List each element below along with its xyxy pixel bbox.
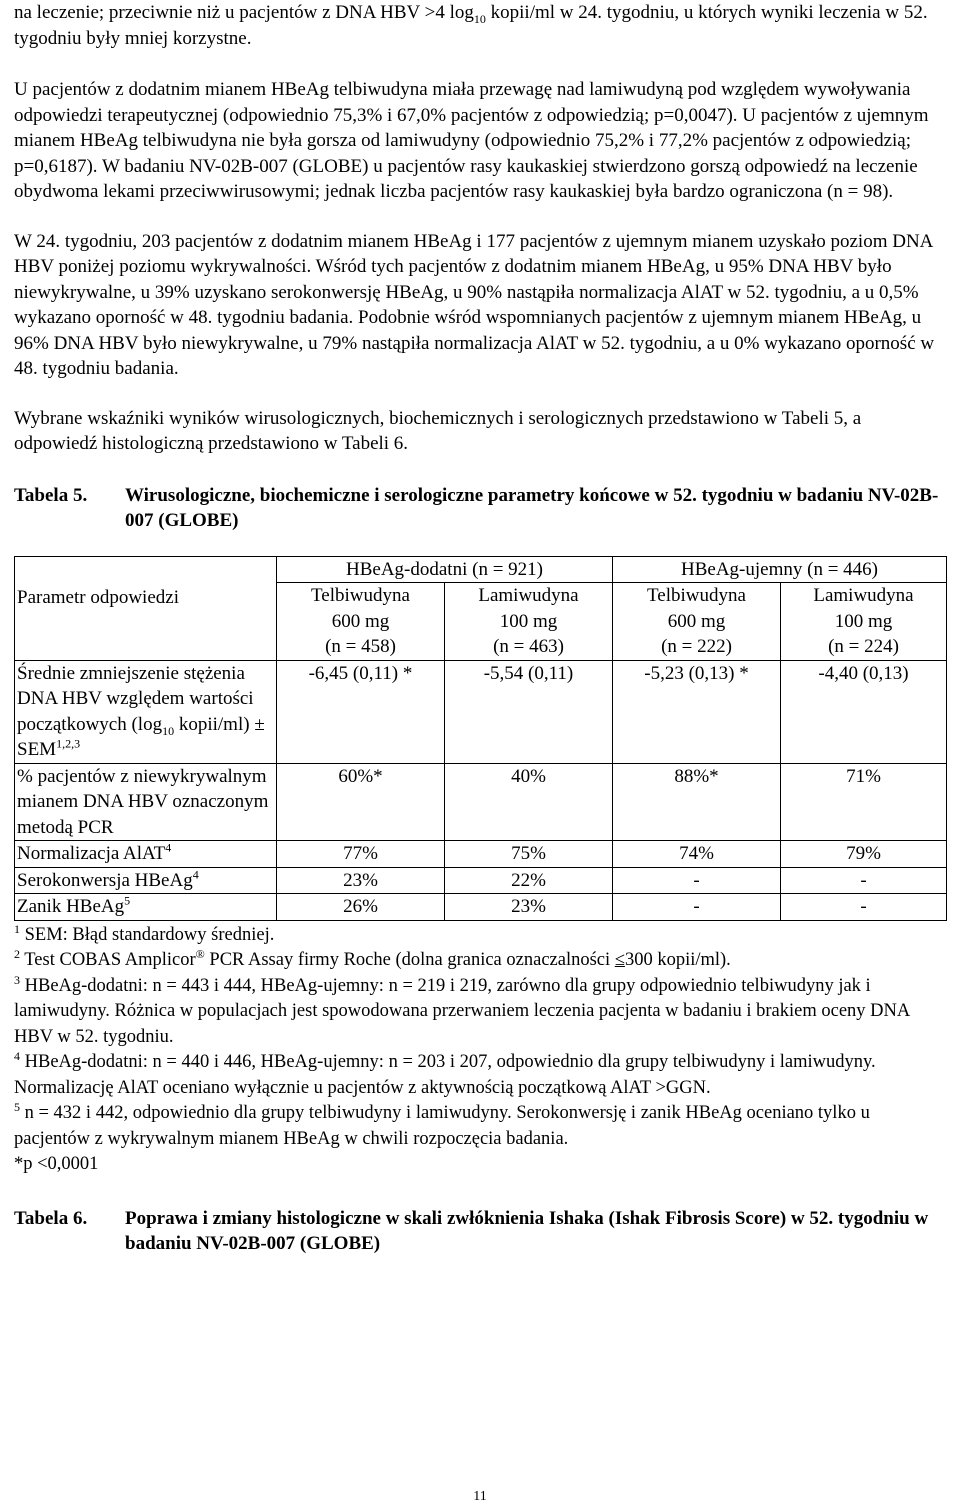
cell-value: -	[781, 867, 947, 894]
cell-value: 79%	[781, 841, 947, 868]
column-header: Lamiwudyna 100 mg (n = 463)	[445, 583, 613, 661]
page-number: 11	[473, 1489, 487, 1504]
cell-value: -	[613, 894, 781, 921]
paragraph-3: W 24. tygodniu, 203 pacjentów z dodatnim mianem HBeAg i 177 pacjentów z ujemnym mianem uzyskało poziom DNA HBV poniżej poziomu wykrywalności. Wśród tych pacjentów z dodatnim mianem HBeAg, u 95% DNA HBV było niewykrywalne, u 39% uzyskano serokonwersję HBeAg, u 90% nastąpiła normalizacja AlAT w 52. tygodniu, a u 0,5% wykazano oporność w 48. tygodniu badania. Podobnie wśród wspomnianych pacjentów z ujemnym mianem HBeAg, u 96% DNA HBV było niewykrywalne, u 79% nastąpiła normalizacja AlAT w 52. tygodniu, a u 0% wykazano oporność w 48. tygodniu badania.	[14, 230, 935, 379]
cell-value: -4,40 (0,13)	[781, 660, 947, 763]
table-5-footnotes	[14, 923, 946, 1178]
table-row	[15, 841, 947, 868]
footnote-1: $^1$ SEM: Błąd standardowy średniej.	[14, 921, 275, 945]
footnote-5: $^5$ n = 432 i 442, odpowiednio dla grupy telbiwudyny i lamiwudyny. Serokonwersję i zanik HBeAg oceniano tylko u pacjentów z wykrywalnym mianem HBeAg w chwili rozpoczęcia badania.	[14, 1099, 870, 1149]
log-subscript: 10	[473, 11, 486, 26]
cell-value: -6,45 (0,11) *	[277, 660, 445, 763]
group-header-negative: HBeAg-ujemny (n = 446)	[613, 556, 947, 583]
footnote-3: $^3$ HBeAg-dodatni: n = 443 i 444, HBeAg-ujemny: n = 219 i 219, zarówno dla grupy odpowiednio telbiwudyny jak i lamiwudyny. Różnica w populacjach jest spowodowana przerwaniem leczenia pacjenta w badaniu i brakiem oceny DNA HBV w 52. tygodniu.	[14, 972, 910, 1047]
row-label-hbeag-loss: Zanik HBeAg$^5$	[15, 894, 277, 921]
cell-value: 71%	[781, 763, 947, 841]
table-row	[15, 763, 947, 841]
footnote-2: $^2$ Test COBAS Amplicor® PCR Assay firmy Roche (dolna granica oznaczalności ≤300 kopii/ml).	[14, 946, 731, 970]
paragraph-4: Wybrane wskaźniki wyników wirusologicznych, biochemicznych i serologicznych przedstawiono w Tabeli 5, a odpowiedź histologiczną przedstawiono w Tabeli 6.	[14, 407, 862, 454]
table-5-title: Wirusologiczne, biochemiczne i serologiczne parametry końcowe w 52. tygodniu w badaniu NV-02B-007 (GLOBE)	[125, 484, 939, 531]
cell-value: 23%	[445, 894, 613, 921]
paragraph-1-text-b: kopii/ml w 24. tygodniu, u których wyniki leczenia w 52. tygodniu były mniej korzystne.	[14, 2, 928, 49]
row-label-seroconversion: Serokonwersja HBeAg$^4$	[15, 867, 277, 894]
column-header: Telbiwudyna 600 mg (n = 458)	[277, 583, 445, 661]
row-label-undetectable: % pacjentów z niewykrywalnym mianem DNA HBV oznaczonym metodą PCR	[15, 763, 277, 841]
table-5	[14, 556, 947, 921]
table-6-label: Tabela 6.	[14, 1207, 88, 1229]
footnote-p-value: *p <0,0001	[14, 1154, 99, 1174]
cell-value: -5,23 (0,13) *	[613, 660, 781, 763]
column-header: Lamiwudyna 100 mg (n = 224)	[781, 583, 947, 661]
table-row	[15, 867, 947, 894]
cell-value: 75%	[445, 841, 613, 868]
row-label-mean-reduction: Średnie zmniejszenie stężenia DNA HBV względem wartości początkowych ($\log_{10}$ kopii/ml) ± SEM$^{1,2,3}$	[15, 660, 277, 763]
table-5-caption	[14, 483, 946, 534]
cell-value: -5,54 (0,11)	[445, 660, 613, 763]
cell-value: 60%*	[277, 763, 445, 841]
table-row	[15, 556, 947, 583]
table-5-label: Tabela 5.	[14, 484, 88, 506]
group-header-positive: HBeAg-dodatni (n = 921)	[277, 556, 613, 583]
cell-value: 74%	[613, 841, 781, 868]
table-6-title: Poprawa i zmiany histologiczne w skali zwłóknienia Ishaka (Ishak Fibrosis Score) w 52. tygodniu w badaniu NV-02B-007 (GLOBE)	[125, 1207, 929, 1254]
cell-value: -	[613, 867, 781, 894]
row-label-alat: Normalizacja AlAT$^4$	[15, 841, 277, 868]
param-header: Parametr odpowiedzi	[15, 556, 277, 660]
cell-value: 88%*	[613, 763, 781, 841]
document-page	[14, 0, 946, 1257]
paragraph-1-text-a: na leczenie; przeciwnie niż u pacjentów z DNA HBV >4 log	[14, 2, 474, 23]
cell-value: 23%	[277, 867, 445, 894]
cell-value: 26%	[277, 894, 445, 921]
paragraph-2: U pacjentów z dodatnim mianem HBeAg telbiwudyna miała przewagę nad lamiwudyną pod względem wywoływania odpowiedzi terapeutycznej (odpowiednio 75,3% i 67,0% pacjentów z odpowiedzią; p=0,0047). U pacjentów z ujemnym mianem HBeAg telbiwudyna nie była gorsza od lamiwudyny (odpowiednio 75,2% i 77,2% pacjentów z odpowiedzią; p=0,6187). W badaniu NV-02B-007 (GLOBE) u pacjentów rasy kaukaskiej stwierdzono gorszą odpowiedź na leczenie obydwoma lekami przeciwwirusowymi; jednak liczba pacjentów rasy kaukaskiej była bardzo ograniczona (n = 98).	[14, 79, 929, 202]
paragraph-1	[14, 0, 946, 51]
cell-value: 40%	[445, 763, 613, 841]
column-header: Telbiwudyna 600 mg (n = 222)	[613, 583, 781, 661]
table-6-caption	[14, 1206, 946, 1257]
cell-value: 22%	[445, 867, 613, 894]
cell-value: 77%	[277, 841, 445, 868]
footnote-4: $^4$ HBeAg-dodatni: n = 440 i 446, HBeAg-ujemny: n = 203 i 207, odpowiednio dla grupy telbiwudyny i lamiwudyny. Normalizację AlAT oceniano wyłącznie u pacjentów z aktywnością początkową AlAT >GGN.	[14, 1048, 876, 1098]
cell-value: -	[781, 894, 947, 921]
table-row	[15, 660, 947, 763]
table-row	[15, 894, 947, 921]
